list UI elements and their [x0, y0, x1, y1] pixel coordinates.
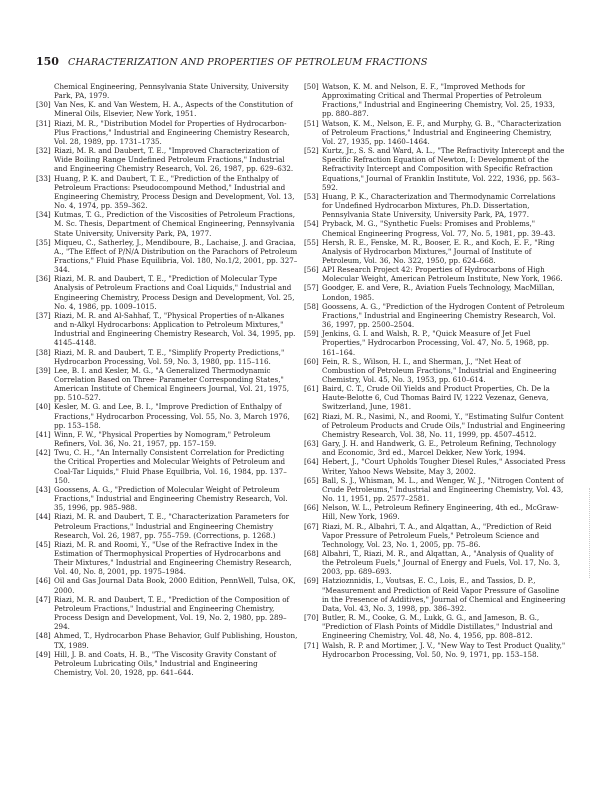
reference-text: Miqueu, C., Satherley, J., Mendiboure, B., Lachaise, J. and Graciaa, A., "The Effect of P/N/A Distribution on the Parachors of Petroleum Fractions," Fluid Phase Equilibria, Vol. 180, No.1/2, 2001, pp. 327–344. — [54, 237, 298, 275]
reference-number: [65] — [304, 475, 319, 485]
reference-text: API Research Project 42: Properties of Hydrocarbons of High Molecular Weight, American Petroleum Institute, New York, 1966. — [322, 265, 563, 284]
reference-entry — [304, 476, 566, 503]
reference-text: Hatzioznnidis, I., Voutsas, E. C., Lois, E., and Tassios, D. P., "Measurement and Prediction of Reid Vapor Pressure of Gasoline in the Presence of Additives," Journal of Chemical and Engineering Data, Vol. 43, No. 3, 1998, pp. 386–392. — [322, 576, 566, 613]
reference-entry — [36, 82, 298, 100]
reference-number: [47] — [36, 594, 51, 604]
reference-number: [37] — [36, 310, 51, 320]
reference-entry — [36, 174, 298, 211]
reference-number: [67] — [304, 521, 319, 531]
reference-entry — [36, 448, 298, 485]
reference-text: Kutmas, T. G., Prediction of the Viscosities of Petroleum Fractions, M. Sc. Thesis, Department of Chemical Engineering, Pennsylvania State University, University Park, PA, 1977. — [54, 210, 295, 238]
reference-number: [71] — [304, 640, 319, 650]
reference-text: Huang, P. K. and Daubert, T. E., "Prediction of the Enthalpy of Petroleum Fractions: Pseudocompound Method," Industrial and Engineering Chemistry, Process Design and Development, Vol. 13, No. 4, 1974, pp. 359–362. — [54, 173, 295, 211]
reference-number: [42] — [36, 448, 51, 458]
reference-number: [59] — [304, 329, 319, 339]
reference-entry — [304, 576, 566, 613]
reference-number: [52] — [304, 146, 319, 156]
reference-entry — [304, 503, 566, 521]
reference-number: [53] — [304, 191, 319, 201]
reference-entry — [304, 522, 566, 549]
reference-entry — [36, 119, 298, 146]
references-left-column — [36, 82, 298, 677]
reference-entry — [36, 348, 298, 366]
reference-number: [51] — [304, 118, 319, 128]
reference-entry — [36, 485, 298, 512]
reference-entry — [304, 641, 566, 659]
reference-entry — [304, 219, 566, 237]
reference-text: Oil and Gas Journal Data Book, 2000 Edition, PennWell, Tulsa, OK, 2000. — [54, 576, 296, 595]
reference-number: [62] — [304, 411, 319, 421]
reference-number: [44] — [36, 512, 51, 522]
running-title: CHARACTERIZATION AND PROPERTIES OF PETROLEUM FRACTIONS — [68, 57, 428, 68]
reference-entry — [304, 302, 566, 329]
reference-entry — [36, 274, 298, 311]
reference-number: [38] — [36, 347, 51, 357]
reference-number: [36] — [36, 274, 51, 284]
margin-dotted-mark — [589, 488, 596, 578]
reference-text: Goodger, E. and Vere, R., Aviation Fuels Technology, MacMillan, London, 1985. — [322, 283, 555, 302]
reference-number: [50] — [304, 82, 319, 91]
reference-text: Watson, K. M., Nelson, E. F., and Murphy, G. B., "Characterization of Petroleum Fractions," Industrial and Engineering Chemistry, Vol. 27, 1935, pp. 1460–1464. — [322, 118, 562, 146]
reference-text: Gary, J. H. and Handwerk, G. E., Petroleum Refining, Technology and Economic, 3rd ed., Marcel Dekker, New York, 1994. — [322, 439, 557, 458]
reference-entry — [36, 210, 298, 237]
reference-entry — [304, 238, 566, 265]
reference-number: [32] — [36, 146, 51, 156]
reference-text: Jenkins, G. I. and Walsh, R. P., "Quick Measure of Jet Fuel Properties," Hydrocarbon Processing, Vol. 47, No. 5, 1968, pp. 161–164. — [322, 329, 550, 357]
reference-text: Hebert, J., "Court Upholds Tougher Diesel Rules," Associated Press Writer, Yahoo News Website, May 3, 2002. — [322, 457, 566, 476]
reference-text: Hill, J. B. and Coats, H. B., "The Viscosity Gravity Constant of Petroleum Lubricating Oils," Industrial and Engineering Chemistry, Vol. 20, 1928, pp. 641–644. — [54, 649, 277, 677]
reference-entry — [304, 412, 566, 439]
reference-text: Riazi, M. R., Nasimi, N., and Roomi, Y., "Estimating Sulfur Content of Petroleum Products and Crude Oils," Industrial and Engineering Chemistry Research, Vol. 38, No. 11, 1999, pp. 4507–4512. — [322, 411, 566, 439]
reference-number: [60] — [304, 356, 319, 366]
page-number: 150 — [36, 55, 59, 68]
reference-text: Riazi, M. R. and Daubert, T. E., "Prediction of the Composition of Petroleum Fractions," Industrial and Engineering Chemistry, Process Design and Development, Vol. 19, No. 2, 1980, pp. 289–294. — [54, 594, 290, 632]
reference-number: [70] — [304, 613, 319, 623]
reference-text: Butler, R. M., Cooke, G. M., Lukk, G. G., and Jameson, B. G., "Prediction of Flash Points of Middle Distillates," Industrial and Engineering Chemistry, Vol. 48, No. 4, 1956, pp. 808–812. — [322, 613, 553, 641]
reference-number: [68] — [304, 548, 319, 558]
reference-text: Van Nes, K. and Van Westem, H. A., Aspects of the Constitution of Mineral Oils, Elsevier, New York, 1951. — [54, 100, 293, 119]
reference-text: Winn, F. W., "Physical Properties by Nomogram," Petroleum Refiners, Vol. 36, No. 21, 1957, pp. 157–159. — [54, 429, 271, 449]
reference-number: [35] — [36, 237, 51, 247]
reference-number: [63] — [304, 439, 319, 449]
reference-entry — [36, 366, 298, 403]
reference-text: Riazi, M. R. and Daubert, T. E., "Characterization Parameters for Petroleum Fractions," Industrial and Engineering Chemistry Research, Vol. 26, 1987, pp. 755–759. (Corrections, p. 1268.) — [54, 512, 290, 540]
reference-number: [57] — [304, 283, 319, 293]
reference-number: [33] — [36, 173, 51, 183]
reference-entry — [36, 146, 298, 173]
reference-entry — [36, 650, 298, 677]
reference-number: [31] — [36, 118, 51, 128]
reference-entry — [36, 576, 298, 594]
reference-entry — [36, 631, 298, 649]
reference-text: Watson, K. M. and Nelson, E. F., "Improved Methods for Approximating Critical and Thermal Properties of Petroleum Fractions," Industrial and Engineering Chemistry, Vol. 25, 1933, pp. 880–887. — [322, 82, 555, 119]
reference-number: [43] — [36, 484, 51, 494]
reference-text: Kurtz, Jr., S. S. and Ward, A. L., "The Refractivity Intercept and the Specific Refraction Equation of Newton, I: Development of the Refractivity Intercept and Composition with Specific Refraction Equations," Journal of Franklin Institute, Vol. 222, 1936, pp. 563–592. — [322, 146, 565, 192]
reference-text: Twu, C. H., "An Internally Consistent Correlation for Predicting the Critical Properties and Molecular Weights of Petroleum and Coal-Tar Liquids," Fluid Phase Equilbria, Vol. 16, 1984, pp. 137–150. — [54, 448, 287, 485]
reference-number: [45] — [36, 539, 51, 549]
reference-number: [49] — [36, 649, 51, 659]
reference-number: [46] — [36, 576, 51, 586]
reference-text: Albahri, T., Riazi, M. R., and Alqattan, A., "Analysis of Quality of the Petroleum Fuels," Journal of Energy and Fuels, Vol. 17, No. 3, 2003, pp. 689–693. — [322, 548, 561, 577]
reference-number: [55] — [304, 237, 319, 247]
reference-entry — [304, 613, 566, 640]
reference-number: [30] — [36, 100, 51, 110]
reference-number: [54] — [304, 219, 319, 229]
reference-text: Riazi, M. R. and Roomi, Y., "Use of the Refractive Index in the Estimation of Thermophysical Properties of Hydrocarbons and Their Mixtures," Industrial and Engineering Chemistry Research, Vol. 40, No. 8, 2001, pp. 1975–1984. — [54, 539, 292, 577]
reference-entry — [304, 265, 566, 283]
references-right-column — [304, 82, 566, 659]
running-header — [36, 55, 576, 71]
reference-number: [66] — [304, 503, 319, 513]
reference-text: Riazi, M. R. and Al-Sahhaf, T., "Physical Properties of n-Alkanes and n-Alkyl Hydrocarbons: Application to Petroleum Mixtures," Industrial and Engineering Chemistry Research, Vol. 34, 1995, pp. 4145–4148. — [54, 310, 296, 348]
reference-number: [64] — [304, 457, 319, 467]
reference-entry — [36, 595, 298, 632]
reference-text: Riazi, M. R., Albahri, T. A., and Alqattan, A., "Prediction of Reid Vapor Pressure of Petroleum Fuels," Petroleum Science and Technology, Vol. 23, No. 1, 2005, pp. 75–86. — [322, 521, 552, 549]
reference-entry — [304, 283, 566, 301]
reference-number: [40] — [36, 402, 51, 412]
reference-entry — [36, 238, 298, 275]
reference-text: Baird, C. T., Crude Oil Yields and Product Properties, Ch. De la Haute-Belotte 6, Cud Thomas Baird IV, 1222 Vezenaz, Geneva, Switzerland, June, 1981. — [322, 384, 550, 412]
reference-number: [56] — [304, 265, 319, 275]
reference-number: [39] — [36, 365, 51, 375]
reference-entry — [36, 540, 298, 577]
reference-text: Chemical Engineering, Pennsylvania State University, University Park, PA, 1979. — [54, 82, 289, 101]
reference-text: Hersh, R. E., Fenske, M. R., Booser, E. R., and Koch, E. F., "Ring Analysis of Hydrocarbon Mixtures," Journal of Institute of Petroleum, Vol. 36, No. 322, 1950, pp. 624–668. — [322, 237, 555, 265]
reference-entry — [304, 439, 566, 457]
reference-text: Huang, P. K., Characterization and Thermodynamic Correlations for Undefined Hydrocarbon Mixtures, Ph.D. Dissertation, Pennsylvania State University, University Park, PA, 1977. — [322, 191, 556, 220]
reference-entry — [304, 457, 566, 475]
reference-entry — [304, 549, 566, 576]
reference-number: [58] — [304, 301, 319, 311]
reference-number: [48] — [36, 631, 51, 641]
reference-text: Ball, S. J., Whisman, M. L., and Wenger, W. J., "Nitrogen Content of Crude Petroleums," Industrial and Engineering Chemistry, Vol. 43, No. 11, 1951, pp. 2577–2581. — [322, 475, 564, 504]
reference-entry — [304, 329, 566, 356]
reference-text: Goossens, A. G., "Prediction of the Hydrogen Content of Petroleum Fractions," Industrial and Engineering Chemistry Research, Vol. 36, 1997, pp. 2500–2504. — [322, 301, 565, 330]
reference-entry — [304, 82, 566, 119]
reference-entry — [36, 402, 298, 429]
reference-number: [69] — [304, 576, 319, 586]
reference-number: [61] — [304, 384, 319, 394]
reference-text: Ahmed, T., Hydrocarbon Phase Behavior, Gulf Publishing, Houston, TX, 1989. — [54, 631, 298, 650]
reference-entry — [304, 119, 566, 146]
reference-entry — [36, 100, 298, 118]
reference-entry — [36, 430, 298, 448]
reference-text: Fein, R. S., Wilson, H. I., and Sherman, J., "Net Heat of Combustion of Petroleum Fractions," Industrial and Engineering Chemistry, Vol. 45, No. 3, 1953, pp. 610–614. — [322, 356, 557, 384]
reference-text: Riazi, M. R. and Daubert, T. E., "Improved Characterization of Wide Boiling Range Undefined Petroleum Fractions," Industrial and Engineering Chemistry Research, Vol. 26, 1987, pp. 629–632. — [54, 146, 294, 174]
reference-text: Nelson, W. L., Petroleum Refinery Engineering, 4th ed., McGraw-Hill, New York, 1969. — [322, 503, 559, 522]
reference-text: Riazi, M. R. and Daubert, T. E., "Simplify Property Predictions," Hydrocarbon Processing, Vol. 59, No. 3, 1980, pp. 115–116. — [54, 347, 285, 366]
reference-entry — [304, 384, 566, 411]
reference-entry — [304, 192, 566, 219]
reference-entry — [304, 357, 566, 384]
reference-text: Pryback, M. G., "Synthetic Fuels: Promises and Problems," Chemical Engineering Progress, Vol. 77, No. 5, 1981, pp. 39–43. — [322, 219, 556, 238]
reference-text: Riazi, M. R. and Daubert, T. E., "Prediction of Molecular Type Analysis of Petroleum Fractions and Coal Liquids," Industrial and Engineering Chemistry, Process Design and Development, Vol. 25, No. 4, 1986, pp. 1009–1015. — [54, 274, 295, 311]
reference-number: [34] — [36, 210, 51, 220]
reference-number: [41] — [36, 429, 51, 439]
reference-text: Goossens, A. G., "Prediction of Molecular Weight of Petroleum Fractions," Industrial and Engineering Chemistry Research, Vol. 35, 1996, pp. 985–988. — [54, 484, 288, 513]
reference-text: Walsh, R. P. and Mortimer, J. V., "New Way to Test Product Quality," Hydrocarbon Processing, Vol. 50, No. 9, 1971, pp. 153–158. — [322, 640, 566, 659]
reference-entry — [304, 146, 566, 192]
reference-entry — [36, 512, 298, 539]
reference-text: Lee, B. I. and Kesler, M. G., "A Generalized Thermodynamic Correlation Based on Three- Parameter Corresponding States," American Institute of Chemical Engineers Journal, Vol. 21, 1975, pp. 510–527. — [54, 365, 290, 403]
reference-text: Kesler, M. G. and Lee, B. I., "Improve Prediction of Enthalpy of Fractions," Hydrocarbon Processing, Vol. 55, No. 3, March 1976, pp. 153–158. — [54, 402, 290, 430]
reference-text: Riazi, M. R., "Distribution Model for Properties of Hydrocarbon-Plus Fractions," Industrial and Engineering Chemistry Research, Vol. 28, 1989, pp. 1731–1735. — [54, 118, 290, 146]
reference-entry — [36, 311, 298, 348]
